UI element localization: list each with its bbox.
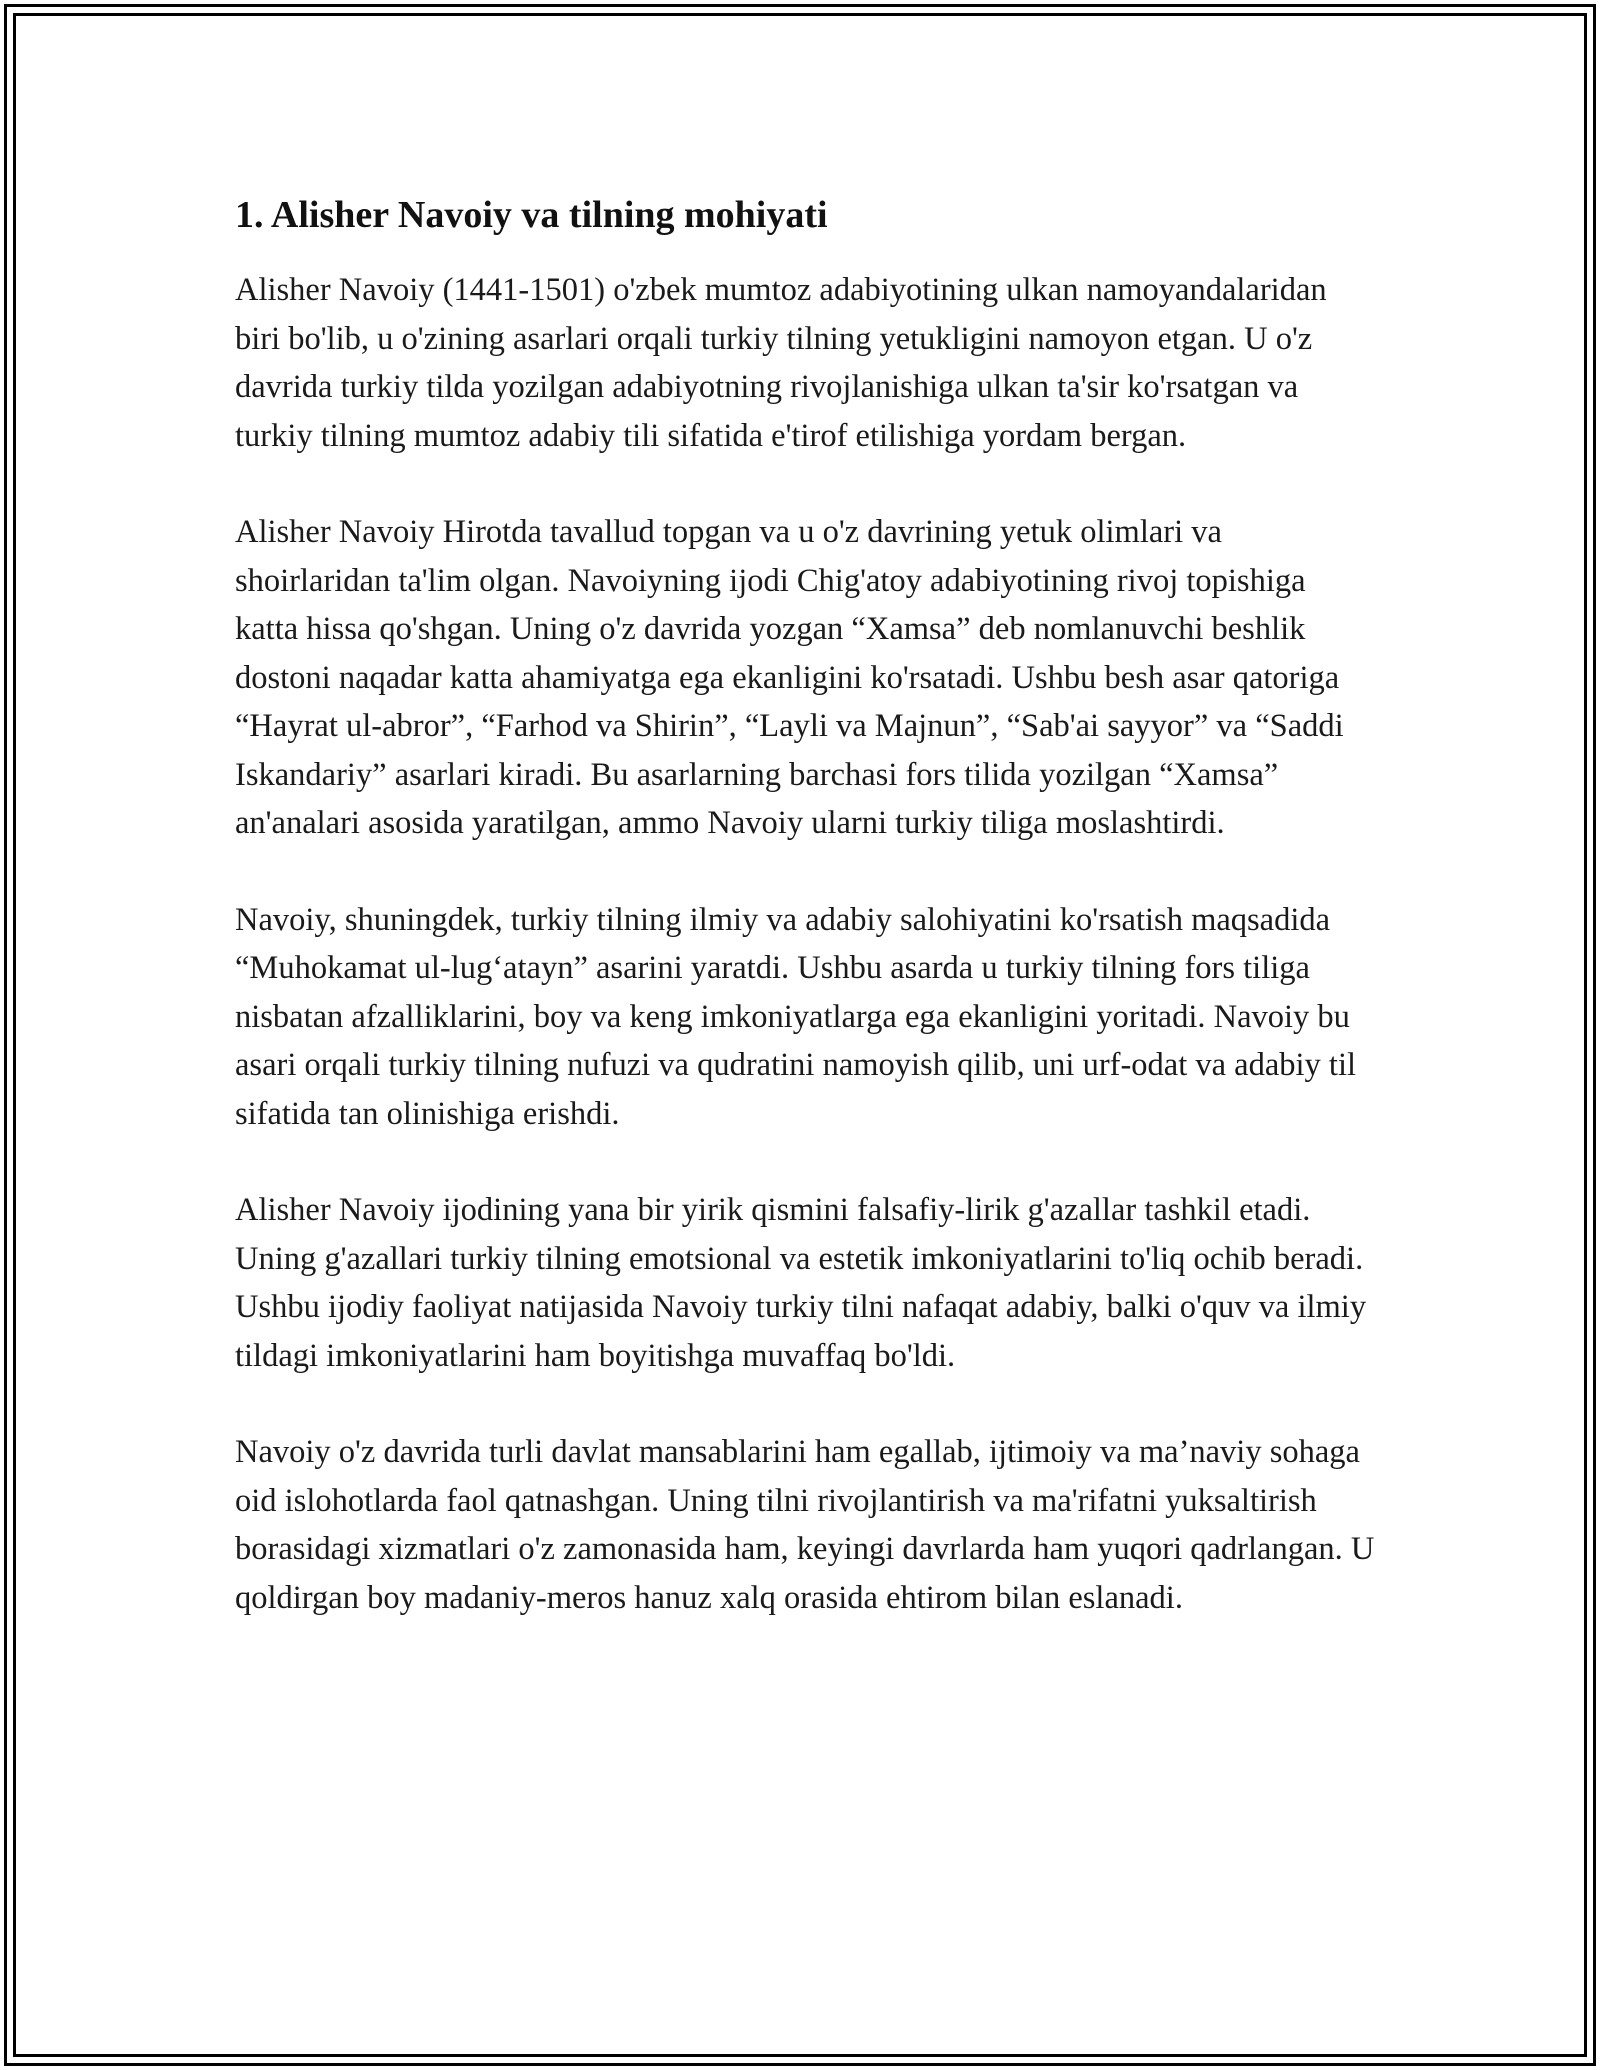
section-heading: 1. Alisher Navoiy va tilning mohiyati — [235, 194, 828, 236]
paragraph-5: Navoiy o'z davrida turli davlat mansablarini ham egallab, ijtimoiy va ma’naviy sohaga oid islohotlarda faol qatnashgan. Uning tilni rivojlantirish va ma'rifatni yuksaltirish borasidagi xizmatlari o'z zamonasida ham, keyingi davrlarda ham yuqori qadrlangan. U qoldirgan boy madaniy-meros hanuz xalq orasida ehtirom bilan eslanadi. — [235, 1434, 1375, 1616]
paragraph-2: Alisher Navoiy Hirotda tavallud topgan va u o'z davrining yetuk olimlari va shoirlaridan ta'lim olgan. Navoiyning ijodi Chig'atoy adabiyotining rivoj topishiga katta hissa qo'shgan. Uning o'z davrida yozgan “Xamsa” deb nomlanuvchi beshlik dostoni naqadar katta ahamiyatga ega ekanligini ko'rsatadi. Ushbu besh asar qatoriga “Hayrat ul-abror”, “Farhod va Shirin”, “Layli va Majnun”, “Sab'ai sayyor” va “Saddi Iskandariy” asarlari kiradi. Bu asarlarning barchasi fors tilida yozilgan “Xamsa” an'analari asosida yaratilgan, ammo Navoiy ularni turkiy tiliga moslashtirdi. — [235, 514, 1344, 841]
document-body — [235, 188, 1375, 1670]
paragraph-3: Navoiy, shuningdek, turkiy tilning ilmiy va adabiy salohiyatini ko'rsatish maqsadida “Muhokamat ul-lug‘atayn” asarini yaratdi. Ushbu asarda u turkiy tilning fors tiliga nisbatan afzalliklarini, boy va keng imkoniyatlarga ega ekanligini yoritadi. Navoiy bu asari orqali turkiy tilning nufuzi va qudratini namoyish qilib, uni urf-odat va adabiy til sifatida tan olinishiga erishdi. — [235, 901, 1357, 1132]
paragraph-4: Alisher Navoiy ijodining yana bir yirik qismini falsafiy-lirik g'azallar tashkil etadi. Uning g'azallari turkiy tilning emotsional va estetik imkoniyatlarini to'liq ochib beradi. Ushbu ijodiy faoliyat natijasida Navoiy turkiy tilni nafaqat adabiy, balki o'quv va ilmiy tildagi imkoniyatlarini ham boyitishga muvaffaq bo'ldi. — [235, 1192, 1367, 1374]
paragraph-1: Alisher Navoiy (1441-1501) o'zbek mumtoz adabiyotining ulkan namoyandalaridan biri bo'lib, u o'zining asarlari orqali turkiy tilning yetukligini namoyon etgan. U o'z davrida turkiy tilda yozilgan adabiyotning rivojlanishiga ulkan ta'sir ko'rsatgan va turkiy tilning mumtoz adabiy tili sifatida e'tirof etilishiga yordam bergan. — [235, 272, 1327, 454]
